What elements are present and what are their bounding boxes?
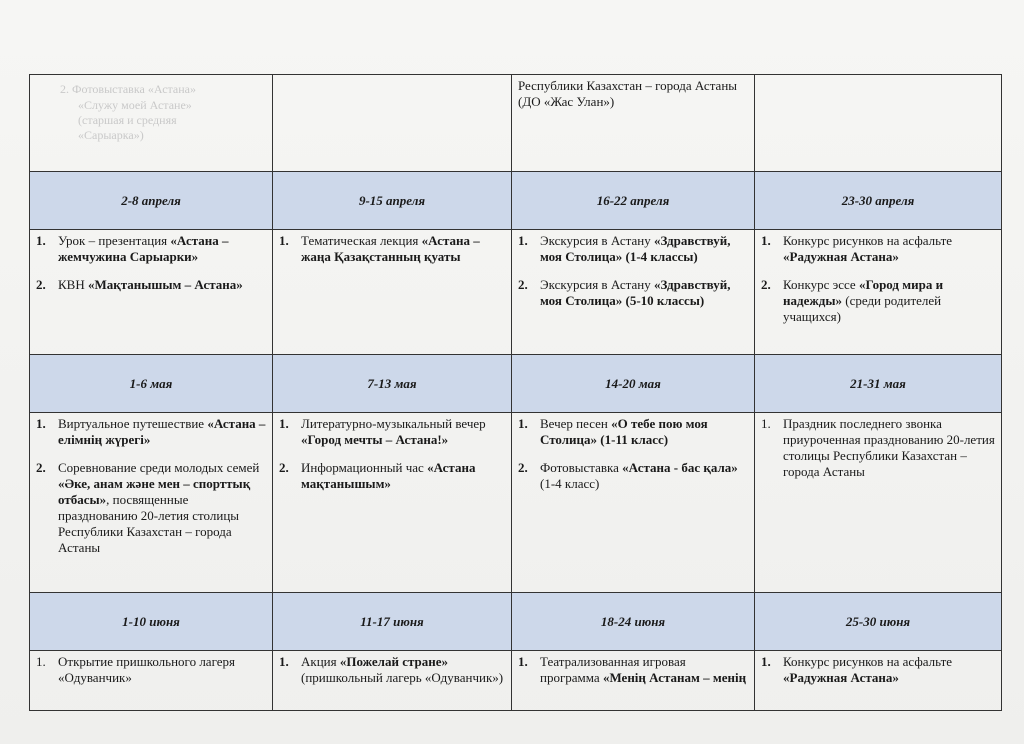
event-description: Экскурсия в Астану bbox=[540, 277, 654, 292]
event-title: «Астана - бас қала» bbox=[622, 460, 738, 475]
event-item bbox=[761, 233, 995, 265]
event-title: «Радужная Астана» bbox=[783, 249, 899, 264]
event-text bbox=[58, 233, 266, 265]
event-title: «О тебе пою моя Столица» (1-11 класс) bbox=[540, 416, 708, 447]
event-item bbox=[518, 233, 748, 265]
event-description: Тематическая лекция bbox=[301, 233, 422, 248]
date-header: 16-22 апреля bbox=[512, 172, 755, 230]
date-header: 23-30 апреля bbox=[755, 172, 1002, 230]
event-text bbox=[540, 277, 748, 309]
event-title: «Здравствуй, моя Столица» (5-10 классы) bbox=[540, 277, 731, 308]
event-description: Соревнование среди молодых семей bbox=[58, 460, 260, 475]
event-description: Информационный час bbox=[301, 460, 428, 475]
event-item bbox=[518, 416, 748, 448]
item-number: 1. bbox=[36, 654, 46, 669]
event-text bbox=[540, 654, 748, 686]
item-number: 2. bbox=[36, 460, 46, 475]
bleed-text: 2. Фотовыставка «Астана» bbox=[60, 82, 196, 96]
event-description: , посвященные празднованию 20-летия столицы Республики Казахстан – города Астаны bbox=[58, 492, 240, 555]
cell-text: Республики Казахстан – города Астаны (ДО «Жас Улан») bbox=[518, 78, 738, 109]
event-item bbox=[518, 460, 748, 492]
bleed-text: «Служу моей Астане» bbox=[78, 98, 192, 112]
event-cell bbox=[30, 230, 273, 355]
event-description: Конкурс эссе bbox=[783, 277, 859, 292]
event-item bbox=[279, 460, 505, 492]
event-title: «Здравствуй, моя Столица» (1-4 классы) bbox=[540, 233, 731, 264]
event-title: «Астана – елімнің жүрегі» bbox=[58, 416, 266, 447]
date-header: 25-30 июня bbox=[755, 593, 1002, 651]
event-item bbox=[36, 233, 266, 265]
event-description: Экскурсия в Астану bbox=[540, 233, 654, 248]
event-cell bbox=[512, 413, 755, 593]
event-item bbox=[36, 277, 266, 293]
date-header: 7-13 мая bbox=[273, 355, 512, 413]
event-description: Конкурс рисунков на асфальте bbox=[783, 233, 953, 248]
table-cell bbox=[512, 75, 755, 172]
event-description: Открытие пришкольного лагеря «Одуванчик» bbox=[58, 654, 235, 685]
event-title: «Радужная Астана» bbox=[783, 670, 899, 685]
event-description: (среди родителей учащихся) bbox=[783, 293, 942, 324]
event-text bbox=[783, 654, 995, 686]
event-cell bbox=[273, 651, 512, 711]
date-header: 9-15 апреля bbox=[273, 172, 512, 230]
bleed-text: (старшая и средняя bbox=[78, 113, 177, 127]
event-text bbox=[301, 460, 505, 492]
event-description: КВН bbox=[58, 277, 88, 292]
item-number: 1. bbox=[279, 416, 289, 431]
event-description: Театрализованная игровая программа bbox=[540, 654, 686, 685]
item-number: 1. bbox=[518, 654, 528, 669]
event-description: (пришкольный лагерь «Одуванчик») bbox=[301, 670, 504, 685]
event-text bbox=[783, 233, 995, 265]
date-header: 21-31 мая bbox=[755, 355, 1002, 413]
item-number: 1. bbox=[36, 416, 46, 431]
event-title: «Менің Астанам – менің bbox=[602, 670, 747, 685]
item-number: 2. bbox=[518, 277, 528, 292]
event-item bbox=[761, 654, 995, 686]
event-item bbox=[36, 416, 266, 448]
date-header: 1-10 июня bbox=[30, 593, 273, 651]
table-cell bbox=[273, 75, 512, 172]
event-description: Конкурс рисунков на асфальте bbox=[783, 654, 953, 669]
header-row bbox=[30, 355, 1002, 413]
item-number: 2. bbox=[279, 460, 289, 475]
event-description: (1-4 класс) bbox=[540, 476, 600, 491]
event-cell bbox=[755, 651, 1002, 711]
event-item bbox=[279, 416, 505, 448]
event-text bbox=[301, 416, 505, 448]
date-header: 1-6 мая bbox=[30, 355, 273, 413]
event-title: «Мақтанышым – Астана» bbox=[87, 277, 243, 292]
event-item bbox=[279, 654, 505, 686]
event-title: «Әке, анам және мен – спорттық отбасы» bbox=[58, 476, 251, 507]
event-item bbox=[518, 277, 748, 309]
item-number: 2. bbox=[761, 277, 771, 292]
table-row bbox=[30, 413, 1002, 593]
table-row bbox=[30, 651, 1002, 711]
table-cell bbox=[755, 75, 1002, 172]
event-cell bbox=[30, 413, 273, 593]
item-number: 1. bbox=[761, 416, 771, 431]
event-text bbox=[540, 460, 748, 492]
event-description: Урок – презентация bbox=[58, 233, 171, 248]
item-number: 1. bbox=[279, 654, 289, 669]
date-header: 2-8 апреля bbox=[30, 172, 273, 230]
event-description: Праздник последнего звонка приуроченная празднованию 20-летия столицы Республики Казахстан – города Астаны bbox=[783, 416, 995, 479]
item-number: 1. bbox=[518, 416, 528, 431]
event-text bbox=[301, 654, 505, 686]
table-row bbox=[30, 230, 1002, 355]
event-title: «Пожелай стране» bbox=[339, 654, 449, 669]
event-description: Акция bbox=[301, 654, 340, 669]
event-title: «Город мечты – Астана!» bbox=[301, 432, 449, 447]
event-item bbox=[36, 460, 266, 556]
item-number: 1. bbox=[761, 654, 771, 669]
event-item bbox=[36, 654, 266, 686]
event-title: «Астана – жаңа Қазақстанның қуаты bbox=[301, 233, 480, 264]
event-description: Литературно-музыкальный вечер bbox=[301, 416, 486, 431]
event-cell bbox=[30, 651, 273, 711]
event-description: Фотовыставка bbox=[540, 460, 623, 475]
event-title: «Город мира и надежды» bbox=[783, 277, 944, 308]
item-number: 2. bbox=[518, 460, 528, 475]
event-text bbox=[783, 416, 995, 480]
table-row bbox=[30, 75, 1002, 172]
item-number: 1. bbox=[279, 233, 289, 248]
header-row bbox=[30, 172, 1002, 230]
item-number: 1. bbox=[36, 233, 46, 248]
event-cell bbox=[512, 230, 755, 355]
bleed-text: «Сарыарка») bbox=[78, 128, 144, 142]
item-number: 1. bbox=[761, 233, 771, 248]
event-text bbox=[58, 460, 266, 556]
event-cell bbox=[512, 651, 755, 711]
event-text bbox=[58, 654, 266, 686]
event-text bbox=[301, 233, 505, 265]
event-text bbox=[540, 416, 748, 448]
date-header: 11-17 июня bbox=[273, 593, 512, 651]
event-text bbox=[783, 277, 995, 325]
event-cell bbox=[273, 413, 512, 593]
item-number: 1. bbox=[518, 233, 528, 248]
events-table bbox=[29, 74, 1002, 711]
event-cell bbox=[755, 230, 1002, 355]
event-text bbox=[58, 277, 266, 293]
header-row bbox=[30, 593, 1002, 651]
table-cell bbox=[30, 75, 273, 172]
event-title: «Астана мақтанышым» bbox=[301, 460, 476, 491]
date-header: 14-20 мая bbox=[512, 355, 755, 413]
event-item bbox=[761, 416, 995, 480]
event-description: Вечер песен bbox=[540, 416, 612, 431]
event-title: «Астана – жемчужина Сарыарки» bbox=[58, 233, 229, 264]
event-text bbox=[58, 416, 266, 448]
event-item bbox=[761, 277, 995, 325]
event-item bbox=[279, 233, 505, 265]
item-number: 2. bbox=[36, 277, 46, 292]
date-header: 18-24 июня bbox=[512, 593, 755, 651]
event-cell bbox=[755, 413, 1002, 593]
event-cell bbox=[273, 230, 512, 355]
event-description: Виртуальное путешествие bbox=[58, 416, 208, 431]
event-text bbox=[540, 233, 748, 265]
event-item bbox=[518, 654, 748, 686]
